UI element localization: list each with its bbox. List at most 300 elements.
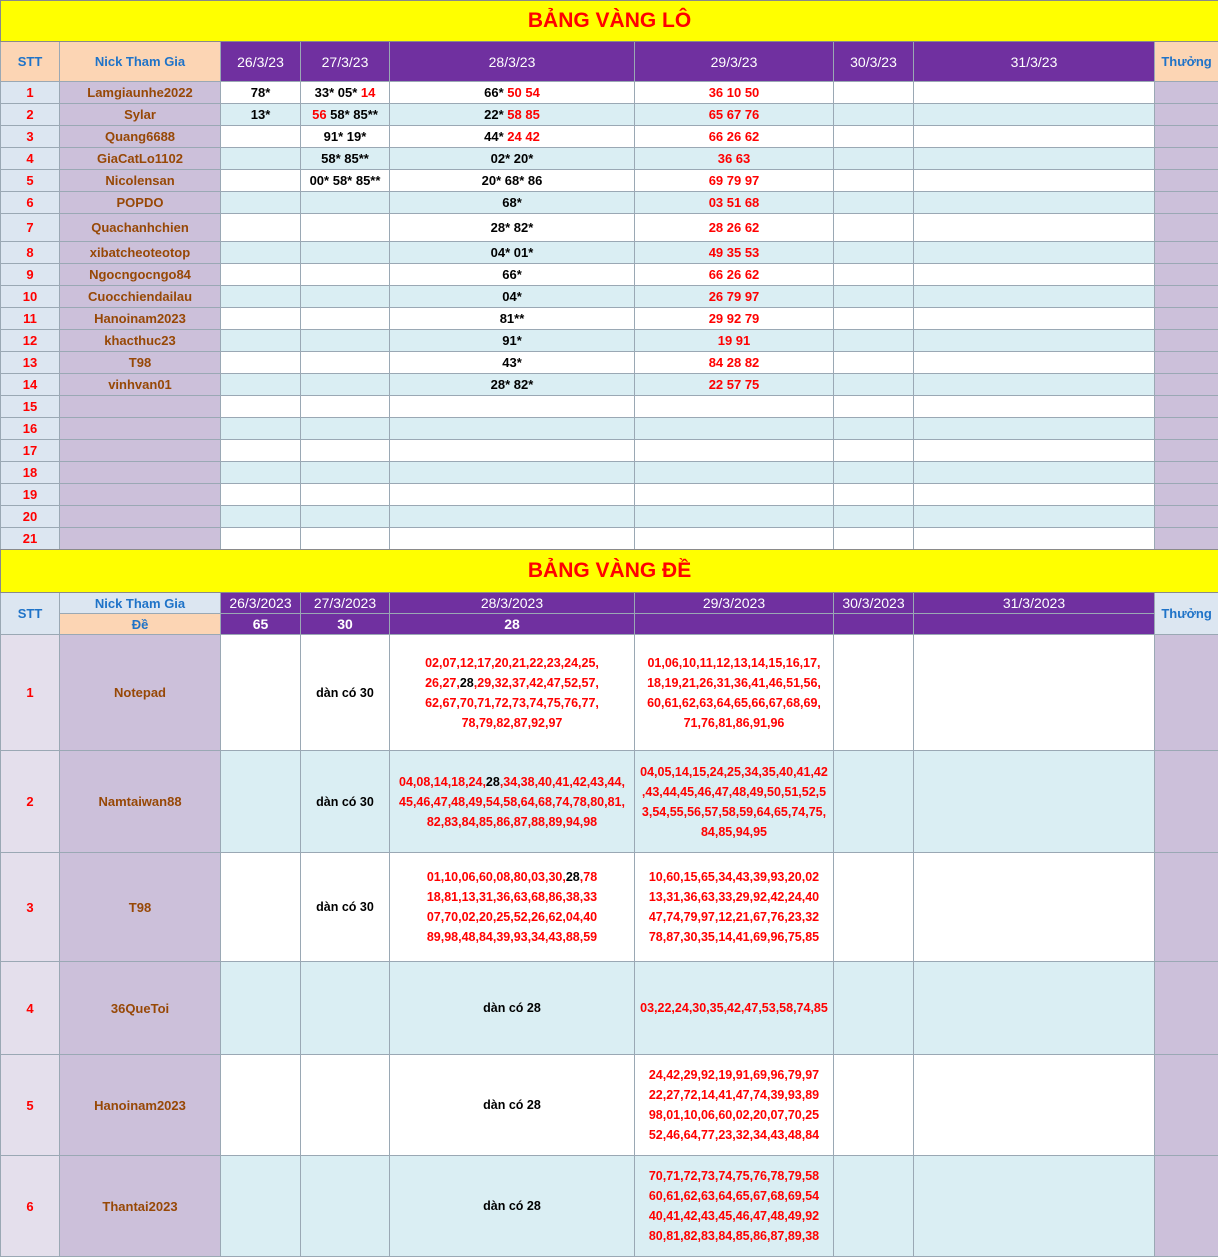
number-text: 3,54,55,56,57,58,59,64,65,74,75, [641,804,827,819]
de-stt-cell: 4 [1,962,60,1055]
lo-thuong-cell [1155,418,1218,440]
de-header-date-26: 26/3/2023 [221,593,301,614]
lo-d27-cell [301,396,390,418]
lo-d26-cell [221,396,301,418]
lo-d29-cell [635,330,834,352]
number-text: 81** [499,311,525,326]
number-text: 91* 19* [323,129,367,144]
lo-d26-cell [221,528,301,550]
de-body [1,635,1218,1257]
number-text: 18,81,13,31,36,63,68,86,38,33 [426,890,598,904]
de-d28-cell [390,853,635,962]
lo-d27-cell [301,82,390,104]
lo-d26-cell [221,440,301,462]
lo-d26-cell [221,170,301,192]
lo-d28-cell [390,396,635,418]
number-text: 52,46,64,77,23,32,34,43,48,84 [648,1128,820,1142]
number-text: 36 63 [717,151,751,166]
number-text: 45,46,47,48,49,54,58,64,68,74,78,80,81, [399,794,625,809]
de-result-27: 30 [301,614,390,635]
de-stt-cell: 3 [1,853,60,962]
lo-d30-cell [834,82,914,104]
lo-thuong-cell [1155,352,1218,374]
de-nick-cell: 36QueToi [60,962,221,1055]
number-text: 66 26 62 [708,129,760,144]
de-header-date-31: 31/3/2023 [914,593,1155,614]
number-text: 58* 85** [321,151,369,166]
lo-d29-cell [635,308,834,330]
number-text: 03,22,24,30,35,42,47,53,58,74,85 [640,1001,828,1015]
number-text: 65 67 76 [708,107,760,122]
de-thuong-cell [1155,635,1218,751]
lo-nick-cell: Quang6688 [60,126,221,148]
de-d29-cell [635,1055,834,1156]
number-text: 28 [485,774,500,789]
de-d29-cell [635,1156,834,1257]
lo-d28-cell [390,484,635,506]
de-result-31 [914,614,1155,635]
number-text: 04,05,14,15,24,25,34,35,40,41,42 [640,764,828,779]
de-d31-cell [914,635,1155,751]
lo-d26-cell [221,418,301,440]
de-d27-cell [301,635,390,751]
de-thuong-cell [1155,853,1218,962]
number-text: dàn có 30 [316,900,374,914]
de-d30-cell [834,853,914,962]
lo-d28-cell [390,126,635,148]
lo-thuong-cell [1155,374,1218,396]
number-text: 22,27,72,14,41,47,74,39,93,89 [648,1088,820,1102]
de-header-stt: STT [1,593,60,635]
lo-row [1,374,1218,396]
de-header-date-28: 28/3/2023 [390,593,635,614]
lo-d30-cell [834,192,914,214]
lo-d30-cell [834,308,914,330]
lo-nick-cell [60,396,221,418]
lo-d31-cell [914,170,1155,192]
lo-d27-cell [301,374,390,396]
lo-header-date-29: 29/3/23 [635,42,834,82]
number-text: 04,08,14,18,24, [399,774,486,789]
number-text: dàn có 28 [483,1001,541,1015]
number-text: dàn có 30 [316,794,374,809]
number-text: 58 85 [507,107,540,122]
lo-row [1,214,1218,242]
lo-header-date-28: 28/3/23 [390,42,635,82]
lo-d27-cell [301,352,390,374]
de-nick-cell: Thantai2023 [60,1156,221,1257]
lo-d27-cell [301,286,390,308]
lo-d30-cell [834,418,914,440]
number-text: 20* 68* 86 [481,173,543,188]
lo-d27-cell [301,418,390,440]
lo-d26-cell [221,104,301,126]
lo-row [1,148,1218,170]
lo-d31-cell [914,440,1155,462]
lo-stt-cell: 2 [1,104,60,126]
lo-d31-cell [914,82,1155,104]
lo-thuong-cell [1155,484,1218,506]
de-d30-cell [834,751,914,853]
de-thuong-cell [1155,1055,1218,1156]
number-text: 22 57 75 [708,377,760,392]
lo-d29-cell [635,242,834,264]
lo-row [1,462,1218,484]
lo-d30-cell [834,374,914,396]
lo-header-date-27: 27/3/23 [301,42,390,82]
lo-d28-cell [390,82,635,104]
de-d26-cell [221,962,301,1055]
lo-body [1,82,1218,550]
lo-d30-cell [834,506,914,528]
lo-d29-cell [635,170,834,192]
lo-d27-cell [301,170,390,192]
number-text: 60,61,62,63,64,65,67,68,69,54 [648,1189,820,1203]
lo-row [1,104,1218,126]
lo-thuong-cell [1155,528,1218,550]
lo-d26-cell [221,242,301,264]
lo-nick-cell: Nicolensan [60,170,221,192]
number-text: 60,61,62,63,64,65,66,67,68,69, [647,695,821,710]
lo-row [1,330,1218,352]
number-text: 33* 05* [314,85,361,100]
lo-thuong-cell [1155,396,1218,418]
lo-stt-cell: 5 [1,170,60,192]
lo-header-date-31: 31/3/23 [914,42,1155,82]
de-d26-cell [221,1055,301,1156]
lo-d31-cell [914,374,1155,396]
lo-d30-cell [834,330,914,352]
lo-header-date-26: 26/3/23 [221,42,301,82]
de-row [1,962,1218,1055]
lo-d29-cell [635,104,834,126]
number-text: 24,42,29,92,19,91,69,96,79,97 [648,1068,820,1082]
lo-thuong-cell [1155,170,1218,192]
lo-d30-cell [834,440,914,462]
lo-d27-cell [301,528,390,550]
number-text: 91* [502,333,522,348]
number-text: 82,83,84,85,86,87,88,89,94,98 [426,814,598,829]
lo-d30-cell [834,170,914,192]
lo-d29-cell [635,396,834,418]
de-d27-cell [301,853,390,962]
lo-d30-cell [834,352,914,374]
lo-stt-cell: 17 [1,440,60,462]
lo-d31-cell [914,264,1155,286]
lo-thuong-cell [1155,104,1218,126]
number-text: 18,19,21,26,31,36,41,46,51,56, [647,675,821,690]
lo-d28-cell [390,374,635,396]
number-text: 07,70,02,20,25,52,26,62,04,40 [426,910,598,924]
lo-d27-cell [301,214,390,242]
number-text: 26 79 97 [708,289,760,304]
lo-d29-cell [635,462,834,484]
number-text: dàn có 28 [483,1199,541,1213]
lo-d29-cell [635,192,834,214]
lo-d30-cell [834,126,914,148]
de-d27-cell [301,751,390,853]
lo-d31-cell [914,192,1155,214]
lo-nick-cell [60,528,221,550]
de-nick-cell: Namtaiwan88 [60,751,221,853]
number-text: 13,31,36,63,33,29,92,42,24,40 [648,890,820,904]
de-d29-cell [635,751,834,853]
de-nick-cell: T98 [60,853,221,962]
lo-d31-cell [914,308,1155,330]
lo-d28-cell [390,242,635,264]
de-d31-cell [914,962,1155,1055]
de-header-date-27: 27/3/2023 [301,593,390,614]
lo-stt-cell: 13 [1,352,60,374]
lo-d30-cell [834,148,914,170]
lo-d26-cell [221,192,301,214]
lo-nick-cell: khacthuc23 [60,330,221,352]
lo-d26-cell [221,82,301,104]
lo-row [1,82,1218,104]
lo-d29-cell [635,528,834,550]
lo-d28-cell [390,170,635,192]
number-text: dàn có 30 [316,685,374,700]
lo-d26-cell [221,126,301,148]
lo-stt-cell: 10 [1,286,60,308]
de-d28-cell [390,635,635,751]
lo-row [1,286,1218,308]
number-text: 26,27, [425,675,460,690]
lo-row [1,170,1218,192]
de-d31-cell [914,853,1155,962]
lo-d27-cell [301,308,390,330]
lo-header-row [1,42,1218,82]
number-text: 44* [484,129,508,144]
lo-header-date-30: 30/3/23 [834,42,914,82]
lo-d26-cell [221,374,301,396]
number-text: 03 51 68 [708,195,760,210]
number-text: 02* 20* [490,151,534,166]
lo-row [1,308,1218,330]
number-text: 24 42 [507,129,540,144]
lo-thuong-cell [1155,462,1218,484]
lo-d30-cell [834,286,914,308]
lo-d28-cell [390,330,635,352]
lo-d28-cell [390,418,635,440]
de-nick-cell: Hanoinam2023 [60,1055,221,1156]
lo-header-nick: Nick Tham Gia [60,42,221,82]
lo-d28-cell [390,192,635,214]
de-d29-cell [635,853,834,962]
lo-d26-cell [221,506,301,528]
number-text: 28 [565,870,580,884]
de-d27-cell [301,1156,390,1257]
lo-d28-cell [390,528,635,550]
lo-d31-cell [914,330,1155,352]
number-text: 36 10 50 [708,85,760,100]
lo-nick-cell [60,462,221,484]
lo-d28-cell [390,148,635,170]
lo-d26-cell [221,484,301,506]
number-text: 04* [502,289,522,304]
de-d29-cell [635,635,834,751]
lo-d27-cell [301,242,390,264]
lo-nick-cell: Cuocchiendailau [60,286,221,308]
lo-stt-cell: 1 [1,82,60,104]
lo-d30-cell [834,484,914,506]
lo-d31-cell [914,242,1155,264]
de-d30-cell [834,1156,914,1257]
lo-d29-cell [635,506,834,528]
lo-d28-cell [390,214,635,242]
de-row [1,1055,1218,1156]
number-text: 14 [360,85,376,100]
lo-d27-cell [301,148,390,170]
lo-d29-cell [635,214,834,242]
lo-d27-cell [301,506,390,528]
lo-stt-cell: 14 [1,374,60,396]
lo-nick-cell [60,440,221,462]
lo-d26-cell [221,352,301,374]
lo-thuong-cell [1155,286,1218,308]
lo-d31-cell [914,104,1155,126]
lo-thuong-cell [1155,308,1218,330]
lo-thuong-cell [1155,242,1218,264]
lo-stt-cell: 9 [1,264,60,286]
lo-d29-cell [635,374,834,396]
number-text: 28* 82* [490,220,534,235]
lo-d29-cell [635,82,834,104]
number-text: 00* 58* 85** [309,173,381,188]
number-text: 66* [484,85,508,100]
lo-nick-cell: GiaCatLo1102 [60,148,221,170]
lo-nick-cell: T98 [60,352,221,374]
de-d27-cell [301,1055,390,1156]
lo-d26-cell [221,462,301,484]
lo-nick-cell: POPDO [60,192,221,214]
number-text: 40,41,42,43,45,46,47,48,49,92 [648,1209,820,1223]
number-text: 71,76,81,86,91,96 [683,715,785,730]
number-text: 13* [250,107,271,122]
lo-thuong-cell [1155,440,1218,462]
lo-d27-cell [301,264,390,286]
de-d28-cell [390,751,635,853]
de-d28-cell [390,962,635,1055]
de-d28-cell [390,1055,635,1156]
lo-d28-cell [390,440,635,462]
lo-d31-cell [914,286,1155,308]
de-thuong-cell [1155,751,1218,853]
lo-d31-cell [914,214,1155,242]
number-text: 19 91 [717,333,751,348]
number-text: 98,01,10,06,60,02,20,07,70,25 [648,1108,820,1122]
de-header-de-label: Đề [60,614,221,635]
number-text: 78,79,82,87,92,97 [461,715,563,730]
lo-d31-cell [914,396,1155,418]
de-row [1,751,1218,853]
lo-row [1,192,1218,214]
de-header-row [1,593,1218,614]
de-d30-cell [834,635,914,751]
lo-d29-cell [635,264,834,286]
number-text: 66 26 62 [708,267,760,282]
de-d31-cell [914,1055,1155,1156]
lo-nick-cell: Sylar [60,104,221,126]
de-d31-cell [914,1156,1155,1257]
de-result-26: 65 [221,614,301,635]
lo-thuong-cell [1155,506,1218,528]
lo-d31-cell [914,418,1155,440]
lo-d31-cell [914,352,1155,374]
de-nick-cell: Notepad [60,635,221,751]
lo-nick-cell: Hanoinam2023 [60,308,221,330]
de-table [0,549,1218,1257]
de-title: BẢNG VÀNG ĐỀ [1,550,1218,593]
lo-stt-cell: 12 [1,330,60,352]
de-stt-cell: 1 [1,635,60,751]
number-text: ,34,38,40,41,42,43,44, [499,774,625,789]
de-d26-cell [221,1156,301,1257]
de-row [1,1156,1218,1257]
number-text: 28 [459,675,474,690]
lo-d31-cell [914,506,1155,528]
number-text: 43* [502,355,522,370]
lo-d26-cell [221,214,301,242]
lo-stt-cell: 19 [1,484,60,506]
lo-d27-cell [301,192,390,214]
number-text: 89,98,48,84,39,93,34,43,88,59 [426,930,598,944]
lo-nick-cell: Quachanhchien [60,214,221,242]
lo-nick-cell: vinhvan01 [60,374,221,396]
lo-d28-cell [390,462,635,484]
de-result-28: 28 [390,614,635,635]
de-d31-cell [914,751,1155,853]
lo-d27-cell [301,440,390,462]
de-header-nick: Nick Tham Gia [60,593,221,614]
number-text: 70,71,72,73,74,75,76,78,79,58 [648,1169,820,1183]
lo-stt-cell: 11 [1,308,60,330]
lo-row [1,528,1218,550]
number-text: 84,85,94,95 [700,824,768,839]
lo-stt-cell: 20 [1,506,60,528]
lo-stt-cell: 15 [1,396,60,418]
lo-d29-cell [635,148,834,170]
number-text: 47,74,79,97,12,21,67,76,23,32 [648,910,820,924]
lo-stt-cell: 7 [1,214,60,242]
de-stt-cell: 6 [1,1156,60,1257]
lo-stt-cell: 21 [1,528,60,550]
number-text: ,78 [579,870,598,884]
lo-d27-cell [301,330,390,352]
lo-thuong-cell [1155,214,1218,242]
de-d28-cell [390,1156,635,1257]
lo-stt-cell: 6 [1,192,60,214]
de-d27-cell [301,962,390,1055]
de-d26-cell [221,635,301,751]
lo-d30-cell [834,104,914,126]
number-text: 78,87,30,35,14,41,69,96,75,85 [648,930,820,944]
lo-d26-cell [221,330,301,352]
lo-row [1,418,1218,440]
lo-thuong-cell [1155,126,1218,148]
de-result-30 [834,614,914,635]
lo-row [1,242,1218,264]
de-thuong-cell [1155,1156,1218,1257]
de-d30-cell [834,1055,914,1156]
lo-header-stt: STT [1,42,60,82]
lo-d28-cell [390,104,635,126]
de-row [1,853,1218,962]
number-text: 01,06,10,11,12,13,14,15,16,17, [647,655,821,670]
lo-header-thuong: Thưởng [1155,42,1218,82]
number-text: 29 92 79 [708,311,760,326]
lo-thuong-cell [1155,192,1218,214]
